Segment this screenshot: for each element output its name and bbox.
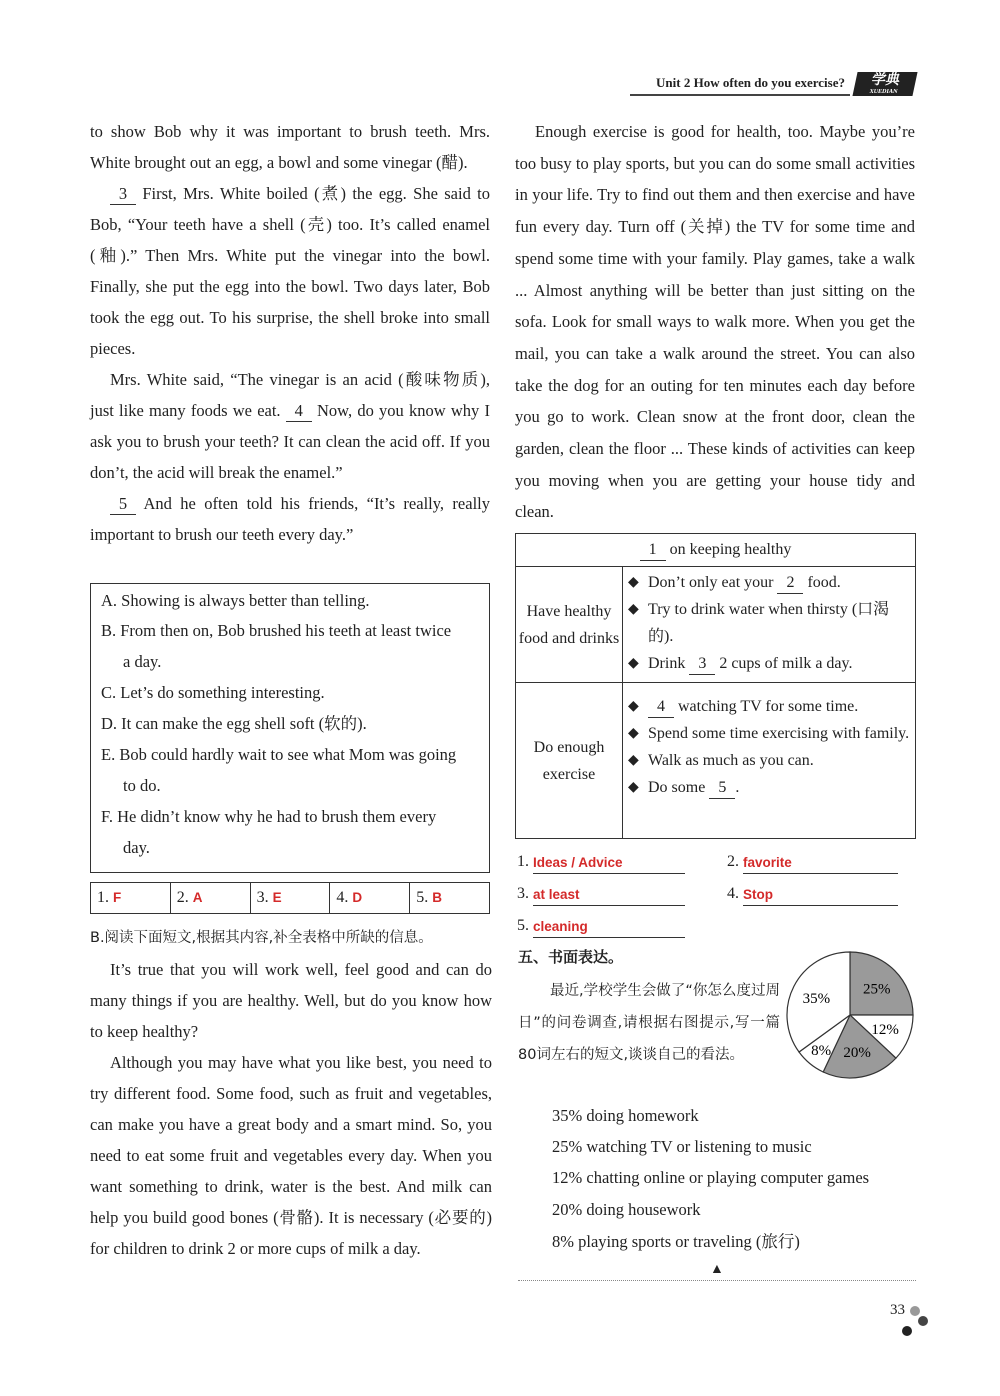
option-text: E. Bob could hardly wait to see what Mom was going (101, 745, 457, 764)
paragraph-text: And he often told his friends, “It’s really, really important to brush our teeth every day.” (90, 494, 490, 544)
blank-number: 5 (110, 494, 136, 515)
passage-paragraph: It’s true that you will work well, feel good and can do many things if you are healthy. Well, but do you know how to keep healthy? (90, 960, 492, 1041)
bullet-text: Do some (648, 779, 710, 796)
table-header (516, 534, 915, 567)
option-f (101, 801, 483, 863)
bullet-item (628, 650, 911, 677)
fill-value: Stop (743, 887, 773, 902)
answer-value: E (272, 890, 282, 905)
passage-paragraph: Enough exercise is good for health, too. Maybe you’re too busy to play sports, but you can do some small activities in your life. Try to find out them and then exercise and have fun every day. Turn off (关掉) the TV for some time and spend some time with your family. Play games, take a walk ... Almost anything will be better than just sitting on the sofa. Look for small ways to walk more. When you get the mail, you can take a walk around the street. You can also take the dog for an outing for ten minutes each day before you go to work. Clean snow at the front door, clean the garden, clean the floor ... These kinds of activities can keep you moving when you are getting your house tidy and clean. (515, 122, 915, 522)
bullet-item (628, 774, 911, 801)
fill-number: 5. (517, 917, 529, 934)
bullet-text: 2 cups of milk a day. (715, 655, 853, 672)
fill-answer-1 (517, 850, 685, 874)
bullet-item (628, 569, 911, 596)
fill-number: 1. (517, 853, 529, 870)
unit-title: Unit 2 How often do you exercise? (656, 75, 845, 90)
answer-number: 2. (176, 889, 189, 906)
page-number: 33 (890, 1302, 905, 1318)
survey-line: 20% doing housework (552, 1200, 701, 1219)
page-header (630, 72, 920, 96)
pie-label: 35% (802, 990, 831, 1007)
paragraph-text: Mrs. White said, “The vinegar is an acid (酸味物质), just like many foods we eat. (90, 370, 490, 420)
answer-number: 3. (256, 889, 269, 906)
writing-rule (518, 1280, 916, 1281)
brand-badge (852, 72, 917, 96)
pie-label: 20% (843, 1045, 871, 1062)
bullet-item: ◆ Walk as much as you can. (628, 747, 911, 774)
answer-value: D (352, 890, 363, 905)
fill-answer-4 (727, 882, 898, 906)
answer-row (90, 882, 490, 914)
blank-number: 4 (648, 697, 674, 718)
part-b-title: B.阅读下面短文,根据其内容,补全表格中所缺的信息。 (90, 930, 433, 946)
survey-line: 25% watching TV or listening to music (552, 1137, 812, 1156)
table-row (516, 683, 915, 838)
fill-value: favorite (743, 855, 792, 870)
blank-number: 2 (777, 573, 803, 594)
bullet-text: . (735, 779, 740, 796)
answer-cell (410, 883, 489, 913)
section-prompt: 最近,学校学生会做了“你怎么度过周日”的问卷调查,请根据右图提示,写一篇80词左右的短文,谈谈自己的看法。 (518, 983, 780, 1063)
answer-cell (251, 883, 331, 913)
fill-answer-5 (517, 914, 685, 938)
decor-dot (902, 1326, 912, 1336)
bullet-text: Drink (648, 655, 690, 672)
bullet-text: watching TV for some time. (674, 698, 859, 715)
answer-number: 4. (336, 889, 349, 906)
brand-name: 学典 (870, 73, 902, 88)
bullet-text: Don’t only eat your (648, 574, 778, 591)
info-table (515, 533, 916, 839)
option-text: C. Let’s do something interesting. (101, 683, 325, 702)
blank-number: 1 (640, 540, 666, 561)
option-c (101, 677, 483, 708)
bullet-item: ◆ Spend some time exercising with family. (628, 720, 911, 747)
brand-sub: XUEDIAN (868, 89, 898, 95)
answer-number: 1. (97, 889, 109, 906)
fill-answer-2 (727, 850, 898, 874)
row-label: Have healthy food and drinks (516, 567, 623, 682)
option-text: F. He didn’t know why he had to brush them every (101, 807, 437, 826)
blank-number: 3 (110, 184, 136, 205)
row-content (628, 693, 911, 801)
option-text-cont: a day. (123, 652, 162, 671)
pie-chart (785, 950, 915, 1080)
survey-line: 12% chatting online or playing computer games (552, 1168, 870, 1187)
fill-number: 3. (517, 885, 529, 902)
decor-dot (910, 1306, 920, 1316)
fill-number: 2. (727, 853, 739, 870)
table-header-text: on keeping healthy (665, 541, 792, 558)
passage-paragraph (90, 488, 490, 550)
paragraph-text: Now, do you know why I ask you to brush your teeth? It can clean the acid off. If you don’t, the acid will break the enamel.” (90, 401, 491, 482)
passage-paragraph (90, 364, 490, 488)
blank-number: 3 (689, 654, 715, 675)
answer-value: B (432, 890, 442, 905)
answer-cell (330, 883, 410, 913)
row-content (628, 569, 911, 677)
bullet-item: ◆ Try to drink water when thirsty (口渴的). (628, 596, 911, 650)
pie-label: 12% (871, 1021, 899, 1038)
passage-paragraph: Although you may have what you like best, you need to try different food. Some food, such as fruit and vegetables, can make you have a great body and a smart mind. So, you need to eat some fruit and vegetables every day. When you want something to drink, water is the best. And milk can help you build good bones (骨骼). It is necessary (必要的) for children to drink 2 or more cups of milk a day. (90, 1053, 492, 1258)
writing-marker: ▲ (710, 1262, 724, 1277)
bullet-text: food. (803, 574, 841, 591)
survey-line: 35% doing homework (552, 1106, 699, 1125)
passage-paragraph (90, 178, 490, 364)
pie-label: 8% (811, 1042, 832, 1059)
answer-value: A (192, 890, 203, 905)
passage-paragraph: to show Bob why it was important to brush teeth. Mrs. White brought out an egg, a bowl and some vinegar (醋). (90, 122, 490, 172)
section-title: 五、书面表达。 (518, 948, 624, 966)
fill-value: cleaning (533, 919, 588, 934)
bullet-item (628, 693, 911, 720)
answer-cell (171, 883, 251, 913)
left-passage (90, 116, 490, 550)
option-text-cont: to do. (123, 776, 161, 795)
fill-number: 4. (727, 885, 739, 902)
option-text-cont: day. (123, 838, 150, 857)
part-b (90, 922, 492, 1264)
answer-number: 5. (416, 889, 429, 906)
option-a (101, 585, 483, 616)
fill-value: at least (533, 887, 580, 902)
table-row (516, 567, 915, 683)
right-passage (515, 116, 915, 528)
header-rule (630, 94, 850, 96)
answer-cell (91, 883, 171, 913)
blank-number: 4 (286, 401, 312, 422)
option-text: D. It can make the egg shell soft (软的). (101, 714, 367, 733)
option-d (101, 708, 483, 739)
decor-dot (918, 1316, 928, 1326)
option-b (101, 615, 483, 677)
pie-label: 25% (862, 981, 891, 998)
row-label: Do enough exercise (516, 683, 623, 838)
paragraph-text: First, Mrs. White boiled (煮) the egg. She said to Bob, “Your teeth have a shell (壳) too. It’s called enamel (釉).” Then Mrs. White put the vinegar into the bowl. Finally, she put the egg into the bowl. Two days later, Bob took the egg out. To his surprise, the shell broke into small pieces. (90, 184, 490, 358)
option-e (101, 739, 483, 801)
options-box (90, 583, 490, 873)
survey-line: 8% playing sports or traveling (旅行) (552, 1232, 800, 1251)
option-text: B. From then on, Bob brushed his teeth at least twice (101, 621, 452, 640)
answer-value: F (113, 890, 122, 905)
fill-answer-3 (517, 882, 685, 906)
blank-number: 5 (709, 778, 735, 799)
option-text: A. Showing is always better than telling. (101, 591, 370, 610)
fill-value: Ideas / Advice (533, 855, 623, 870)
